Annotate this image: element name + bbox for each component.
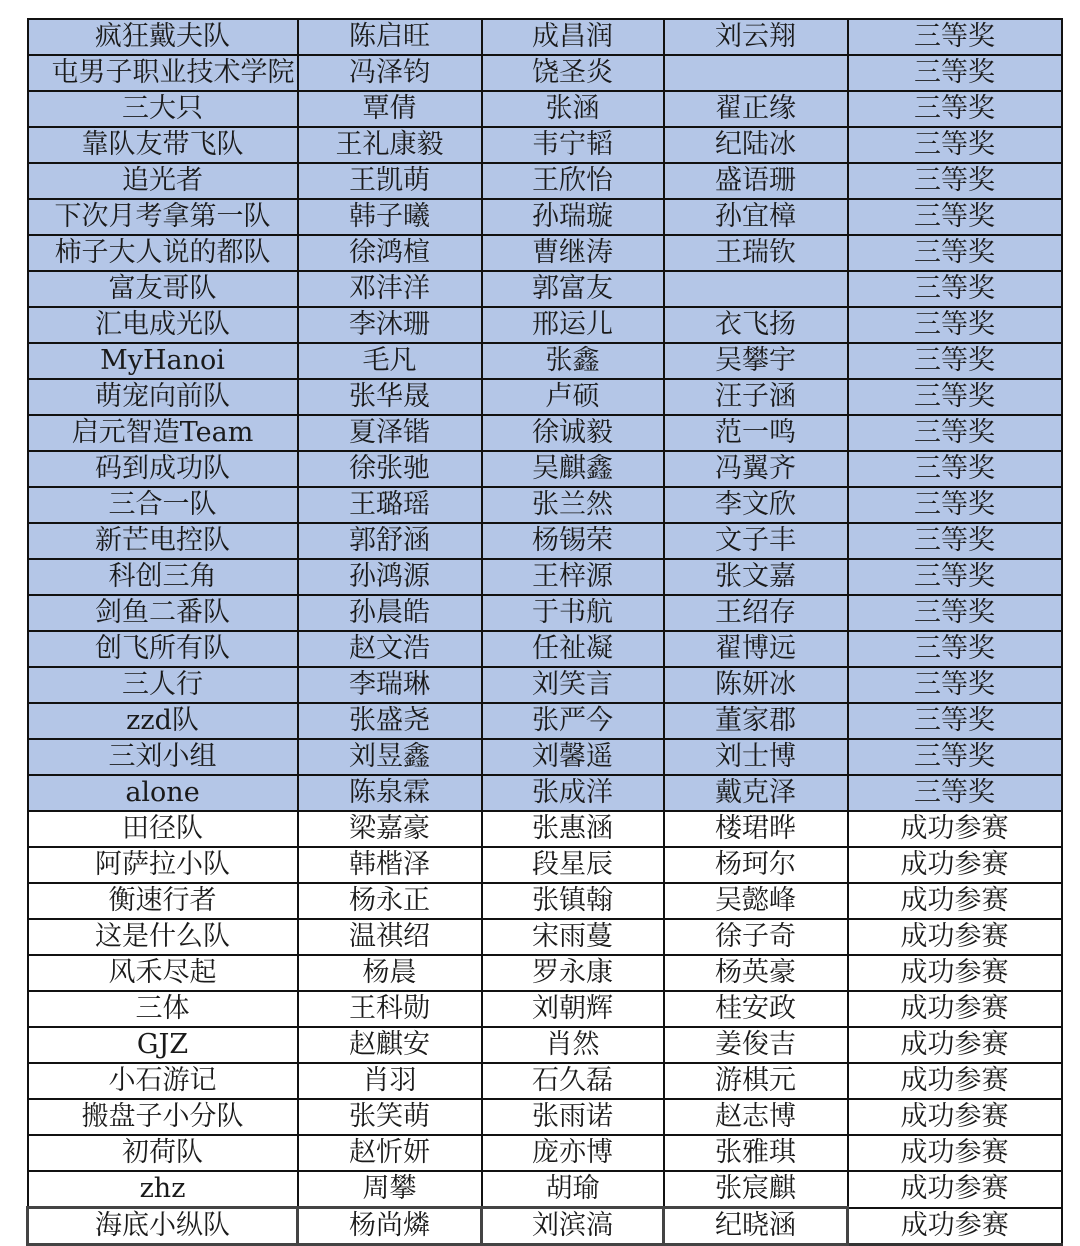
result-cell: 三等奖	[848, 271, 1062, 307]
result-cell: 三等奖	[848, 235, 1062, 271]
member-3-cell: 吴攀宇	[664, 343, 848, 379]
member-1-cell: 夏泽锴	[298, 415, 482, 451]
result-cell: 三等奖	[848, 19, 1062, 55]
member-1-cell: 李瑞琳	[298, 667, 482, 703]
team-name-cell: 疯狂戴夫队	[28, 19, 298, 55]
member-3-cell: 游棋元	[664, 1063, 848, 1099]
member-1-cell: 张华晟	[298, 379, 482, 415]
member-2-cell: 吴麒鑫	[482, 451, 664, 487]
result-cell: 三等奖	[848, 595, 1062, 631]
member-3-cell: 范一鸣	[664, 415, 848, 451]
member-2-cell: 张惠涵	[482, 811, 664, 847]
member-2-cell: 刘朝辉	[482, 991, 664, 1027]
team-name-cell: 下次月考拿第一队	[28, 199, 298, 235]
member-2-cell: 曹继涛	[482, 235, 664, 271]
table-row	[28, 1099, 1062, 1135]
team-name-cell: 新芒电控队	[28, 523, 298, 559]
team-name-cell: 屯男子职业技术学院	[28, 55, 298, 91]
result-cell: 三等奖	[848, 703, 1062, 739]
member-1-cell: 张盛尧	[298, 703, 482, 739]
member-3-cell: 赵志博	[664, 1099, 848, 1135]
member-3-cell: 徐子奇	[664, 919, 848, 955]
member-1-cell: 韩楷泽	[298, 847, 482, 883]
table-row	[28, 631, 1062, 667]
member-1-cell: 赵文浩	[298, 631, 482, 667]
member-3-cell: 冯翼齐	[664, 451, 848, 487]
member-3-cell: 王绍存	[664, 595, 848, 631]
member-2-cell: 段星辰	[482, 847, 664, 883]
team-name-cell: 富友哥队	[28, 271, 298, 307]
member-2-cell: 刘滨滈	[482, 1208, 664, 1245]
table-row	[28, 199, 1062, 235]
member-1-cell: 覃倩	[298, 91, 482, 127]
result-cell: 成功参赛	[848, 955, 1062, 991]
result-cell: 成功参赛	[848, 883, 1062, 919]
member-1-cell: 孙鸿源	[298, 559, 482, 595]
member-2-cell: 于书航	[482, 595, 664, 631]
team-name-cell: 小石游记	[28, 1063, 298, 1099]
team-name-cell: alone	[28, 775, 298, 811]
table-row	[28, 379, 1062, 415]
member-2-cell: 任祉凝	[482, 631, 664, 667]
member-2-cell: 杨锡荣	[482, 523, 664, 559]
table-row	[28, 523, 1062, 559]
member-2-cell: 石久磊	[482, 1063, 664, 1099]
team-name-cell: 启元智造Team	[28, 415, 298, 451]
table-row	[28, 1135, 1062, 1171]
member-2-cell: 卢硕	[482, 379, 664, 415]
team-name-cell: 海底小纵队	[28, 1208, 298, 1245]
member-3-cell: 戴克泽	[664, 775, 848, 811]
table-row	[28, 487, 1062, 523]
member-3-cell: 董家郡	[664, 703, 848, 739]
table-row	[28, 271, 1062, 307]
result-cell: 三等奖	[848, 739, 1062, 775]
result-cell: 三等奖	[848, 199, 1062, 235]
team-name-cell: 衡速行者	[28, 883, 298, 919]
member-1-cell: 杨晨	[298, 955, 482, 991]
member-2-cell: 邢运儿	[482, 307, 664, 343]
team-name-cell: 风禾尽起	[28, 955, 298, 991]
member-2-cell: 胡瑜	[482, 1171, 664, 1208]
result-cell: 三等奖	[848, 487, 1062, 523]
member-1-cell: 邓沣洋	[298, 271, 482, 307]
result-cell: 三等奖	[848, 631, 1062, 667]
table-row	[28, 919, 1062, 955]
team-name-cell: GJZ	[28, 1027, 298, 1063]
member-1-cell: 梁嘉豪	[298, 811, 482, 847]
member-1-cell: 肖羽	[298, 1063, 482, 1099]
table-row	[28, 739, 1062, 775]
results-table-body	[28, 19, 1062, 1245]
member-3-cell: 张宸麒	[664, 1171, 848, 1208]
member-1-cell: 王科勋	[298, 991, 482, 1027]
member-2-cell: 张涵	[482, 91, 664, 127]
table-row	[28, 955, 1062, 991]
table-row	[28, 127, 1062, 163]
member-3-cell: 姜俊吉	[664, 1027, 848, 1063]
member-2-cell: 刘馨遥	[482, 739, 664, 775]
member-3-cell: 吴懿峰	[664, 883, 848, 919]
result-cell: 三等奖	[848, 667, 1062, 703]
member-3-cell: 桂安政	[664, 991, 848, 1027]
result-cell: 三等奖	[848, 451, 1062, 487]
member-3-cell	[664, 55, 848, 91]
table-row	[28, 1171, 1062, 1208]
member-3-cell: 翟博远	[664, 631, 848, 667]
team-name-cell: 初荷队	[28, 1135, 298, 1171]
table-row	[28, 307, 1062, 343]
member-2-cell: 张雨诺	[482, 1099, 664, 1135]
member-2-cell: 成昌润	[482, 19, 664, 55]
member-1-cell: 韩子曦	[298, 199, 482, 235]
team-name-cell: 柿子大人说的都队	[28, 235, 298, 271]
results-table	[26, 18, 1063, 1246]
member-3-cell: 文子丰	[664, 523, 848, 559]
result-cell: 三等奖	[848, 91, 1062, 127]
table-row	[28, 811, 1062, 847]
result-cell: 成功参赛	[848, 1171, 1062, 1208]
table-row	[28, 559, 1062, 595]
result-cell: 三等奖	[848, 127, 1062, 163]
result-cell: 成功参赛	[848, 811, 1062, 847]
member-3-cell: 衣飞扬	[664, 307, 848, 343]
table-row	[28, 19, 1062, 55]
member-3-cell: 盛语珊	[664, 163, 848, 199]
member-1-cell: 温祺绍	[298, 919, 482, 955]
member-3-cell: 刘士博	[664, 739, 848, 775]
member-1-cell: 王礼康毅	[298, 127, 482, 163]
table-row	[28, 991, 1062, 1027]
team-name-cell: 追光者	[28, 163, 298, 199]
member-2-cell: 王欣怡	[482, 163, 664, 199]
member-1-cell: 杨永正	[298, 883, 482, 919]
table-row	[28, 1063, 1062, 1099]
team-name-cell: 三刘小组	[28, 739, 298, 775]
table-row	[28, 55, 1062, 91]
member-2-cell: 罗永康	[482, 955, 664, 991]
member-1-cell: 张笑萌	[298, 1099, 482, 1135]
member-3-cell: 孙宜樟	[664, 199, 848, 235]
table-row	[28, 1027, 1062, 1063]
result-cell: 三等奖	[848, 415, 1062, 451]
member-2-cell: 张成洋	[482, 775, 664, 811]
team-name-cell: 搬盘子小分队	[28, 1099, 298, 1135]
member-3-cell: 王瑞钦	[664, 235, 848, 271]
result-cell: 三等奖	[848, 343, 1062, 379]
member-2-cell: 韦宁韬	[482, 127, 664, 163]
member-3-cell: 陈妍冰	[664, 667, 848, 703]
team-name-cell: 阿萨拉小队	[28, 847, 298, 883]
member-1-cell: 赵麒安	[298, 1027, 482, 1063]
member-2-cell: 张镇翰	[482, 883, 664, 919]
team-name-cell: 码到成功队	[28, 451, 298, 487]
result-cell: 三等奖	[848, 163, 1062, 199]
result-cell: 成功参赛	[848, 1135, 1062, 1171]
result-cell: 三等奖	[848, 775, 1062, 811]
table-row	[28, 775, 1062, 811]
team-name-cell: 这是什么队	[28, 919, 298, 955]
table-row	[28, 163, 1062, 199]
member-3-cell: 杨珂尔	[664, 847, 848, 883]
member-1-cell: 王凯萌	[298, 163, 482, 199]
member-1-cell: 刘昱鑫	[298, 739, 482, 775]
member-3-cell: 纪陆冰	[664, 127, 848, 163]
team-name-cell: zzd队	[28, 703, 298, 739]
member-1-cell: 李沐珊	[298, 307, 482, 343]
result-cell: 成功参赛	[848, 919, 1062, 955]
member-3-cell: 李文欣	[664, 487, 848, 523]
member-1-cell: 郭舒涵	[298, 523, 482, 559]
member-2-cell: 庞亦博	[482, 1135, 664, 1171]
team-name-cell: 科创三角	[28, 559, 298, 595]
member-2-cell: 饶圣炎	[482, 55, 664, 91]
member-3-cell: 汪子涵	[664, 379, 848, 415]
member-3-cell: 杨英豪	[664, 955, 848, 991]
member-1-cell: 周攀	[298, 1171, 482, 1208]
team-name-cell: 三大只	[28, 91, 298, 127]
result-cell: 成功参赛	[848, 1099, 1062, 1135]
member-2-cell: 肖然	[482, 1027, 664, 1063]
member-1-cell: 徐鸿楦	[298, 235, 482, 271]
member-1-cell: 徐张驰	[298, 451, 482, 487]
team-name-cell: 三人行	[28, 667, 298, 703]
member-2-cell: 郭富友	[482, 271, 664, 307]
table-row	[28, 415, 1062, 451]
member-2-cell: 王梓源	[482, 559, 664, 595]
member-3-cell: 刘云翔	[664, 19, 848, 55]
team-name-cell: 靠队友带飞队	[28, 127, 298, 163]
member-2-cell: 刘笑言	[482, 667, 664, 703]
result-cell: 三等奖	[848, 307, 1062, 343]
team-name-cell: 创飞所有队	[28, 631, 298, 667]
team-name-cell: 田径队	[28, 811, 298, 847]
team-name-cell: MyHanoi	[28, 343, 298, 379]
member-1-cell: 孙晨皓	[298, 595, 482, 631]
member-2-cell: 张严今	[482, 703, 664, 739]
table-row	[28, 343, 1062, 379]
result-cell: 三等奖	[848, 379, 1062, 415]
member-3-cell: 楼珺晔	[664, 811, 848, 847]
result-cell: 成功参赛	[848, 1027, 1062, 1063]
result-cell: 三等奖	[848, 523, 1062, 559]
member-1-cell: 王璐瑶	[298, 487, 482, 523]
member-2-cell: 孙瑞璇	[482, 199, 664, 235]
result-cell: 成功参赛	[848, 1063, 1062, 1099]
result-cell: 成功参赛	[848, 1208, 1062, 1245]
result-cell: 三等奖	[848, 55, 1062, 91]
table-row	[28, 451, 1062, 487]
table-row	[28, 703, 1062, 739]
member-2-cell: 张兰然	[482, 487, 664, 523]
member-3-cell: 张文嘉	[664, 559, 848, 595]
member-3-cell: 张雅琪	[664, 1135, 848, 1171]
team-name-cell: zhz	[28, 1171, 298, 1208]
team-name-cell: 萌宠向前队	[28, 379, 298, 415]
member-3-cell	[664, 271, 848, 307]
table-row	[28, 595, 1062, 631]
team-name-cell: 汇电成光队	[28, 307, 298, 343]
member-2-cell: 徐诚毅	[482, 415, 664, 451]
result-cell: 三等奖	[848, 559, 1062, 595]
table-row	[28, 847, 1062, 883]
table-row	[28, 667, 1062, 703]
member-1-cell: 杨尚燐	[298, 1208, 482, 1245]
member-2-cell: 张鑫	[482, 343, 664, 379]
member-1-cell: 陈泉霖	[298, 775, 482, 811]
member-1-cell: 冯泽钧	[298, 55, 482, 91]
table-row	[28, 235, 1062, 271]
member-2-cell: 宋雨蔓	[482, 919, 664, 955]
table-row	[28, 1208, 1062, 1245]
team-name-cell: 三合一队	[28, 487, 298, 523]
result-cell: 成功参赛	[848, 991, 1062, 1027]
member-1-cell: 陈启旺	[298, 19, 482, 55]
team-name-cell: 三体	[28, 991, 298, 1027]
member-3-cell: 翟正缘	[664, 91, 848, 127]
member-1-cell: 赵忻妍	[298, 1135, 482, 1171]
member-1-cell: 毛凡	[298, 343, 482, 379]
table-row	[28, 91, 1062, 127]
result-cell: 成功参赛	[848, 847, 1062, 883]
member-3-cell: 纪晓涵	[664, 1208, 848, 1245]
team-name-cell: 剑鱼二番队	[28, 595, 298, 631]
table-row	[28, 883, 1062, 919]
